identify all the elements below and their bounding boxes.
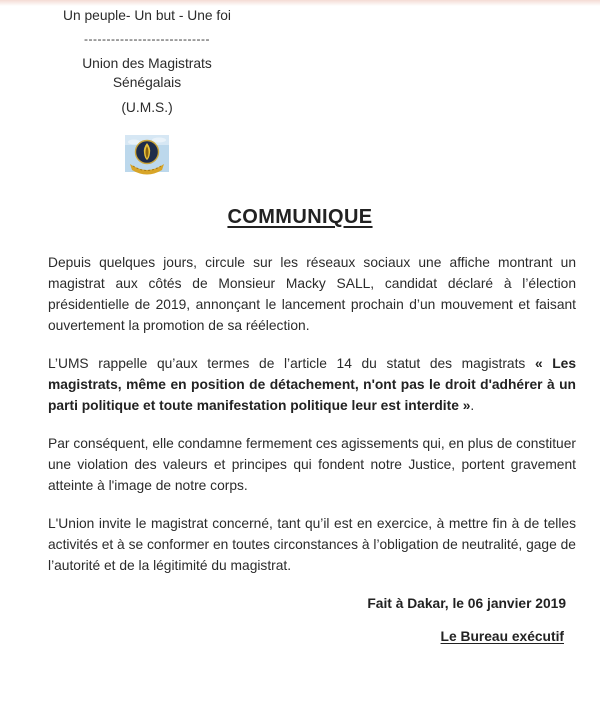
signature-text: Le Bureau exécutif <box>440 629 564 644</box>
paragraph-invitation: L'Union invite le magistrat concerné, tant qu’il est en exercice, à mettre fin à de telles activités et à se conformer en toutes circonstances à l’obligation de neutralité, gage de l’autorité et de la légitimité du magistrat. <box>48 516 576 573</box>
document-title: COMMUNIQUE <box>227 206 373 228</box>
paragraph-article14 <box>48 353 576 416</box>
logo-container <box>48 133 246 179</box>
article14-period: . <box>470 398 475 413</box>
organization-name: Union des Magistrats Sénégalais <box>82 56 212 90</box>
dateline: Fait à Dakar, le 06 janvier 2019 <box>367 596 566 611</box>
paragraph-intro: Depuis quelques jours, circule sur les réseaux sociaux une affiche montrant un magistrat aux côtés de Monsieur Macky SALL, candidat déclaré à l’élection présidentielle de 2019, annonçant le lancement prochain d’un mouvement et faisant ouvertement la promotion de sa réélection. <box>48 255 576 333</box>
article14-quote: « Les magistrats, même en position de détachement, n'ont pas le droit d'adhérer à un parti politique et toute manifestation politique leur est interdite » <box>48 356 577 413</box>
separator-dashes: ---------------------------- <box>84 32 210 46</box>
letterhead <box>48 0 246 179</box>
article14-lead: L’UMS rappelle qu’aux termes de l’article 14 du statut des magistrats <box>48 356 535 371</box>
paragraph-condemnation: Par conséquent, elle condamne fermement ces agissements qui, en plus de constituer une violation des valeurs et principes qui fondent notre Justice, portent gravement atteinte à l'image de notre corps. <box>48 436 576 493</box>
ums-crest-icon <box>124 133 170 179</box>
national-motto: Un peuple- Un but - Une foi <box>63 8 231 23</box>
signature-block <box>48 626 576 647</box>
document-body <box>48 252 576 647</box>
scan-top-edge <box>0 0 600 6</box>
organization-acronym: (U.M.S.) <box>121 100 173 115</box>
